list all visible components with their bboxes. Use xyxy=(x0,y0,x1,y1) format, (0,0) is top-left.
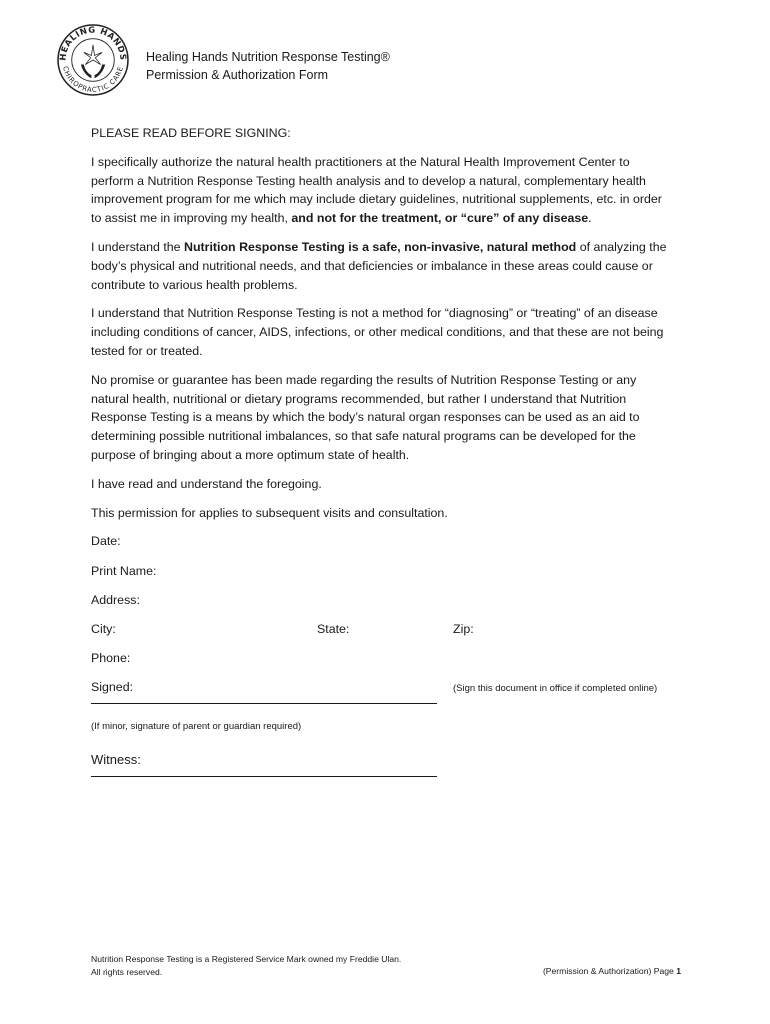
logo-arc-top: HEALING HANDS xyxy=(57,24,129,62)
state-field[interactable]: State: xyxy=(317,621,350,636)
footer-trademark xyxy=(91,953,401,979)
p2-bold: Nutrition Response Testing is a safe, non-invasive, natural method xyxy=(184,239,577,254)
p1-bold: and not for the treatment, or “cure” of any disease xyxy=(291,211,589,226)
witness-label: Witness: xyxy=(91,751,141,767)
signed-label: Signed: xyxy=(91,680,134,695)
paragraph-authorization xyxy=(91,153,673,228)
intro-heading: PLEASE READ BEFORE SIGNING: xyxy=(91,126,291,140)
p1-end: . xyxy=(588,211,592,226)
svg-text:CHIROPRACTIC CARE xyxy=(61,65,125,94)
p2-start: I understand the xyxy=(91,239,181,254)
witness-signature-line[interactable] xyxy=(91,770,437,777)
healing-hands-logo xyxy=(55,22,131,98)
logo-arc-bottom: CHIROPRACTIC CARE xyxy=(61,65,125,95)
form-subtitle: Permission & Authorization Form xyxy=(146,68,329,82)
paragraph-permission: This permission for applies to subsequent visits and consultation. xyxy=(91,505,448,520)
print-name-field[interactable]: Print Name: xyxy=(91,563,157,578)
phone-field[interactable]: Phone: xyxy=(91,651,131,666)
p1-text: I specifically authorize the natural health practitioners at the Natural Health Improvement Center to perform a Nutrition Response Testing health analysis and to develop a natural, complementary health improvement program for me which may include dietary guidelines, nutritional supplements, etc. in order to assist me in improving my health, xyxy=(91,154,662,226)
paragraph-not-diagnosis: I understand that Nutrition Response Testing is not a method for “diagnosing” or “treating” of an disease including conditions of cancer, AIDS, infections, or other medical conditions, and that these are not being tested for or treated. xyxy=(91,306,664,358)
form-title: Healing Hands Nutrition Response Testing® xyxy=(146,50,390,64)
minor-note: (If minor, signature of parent or guardian required) xyxy=(91,721,302,733)
form-header xyxy=(146,48,390,84)
paragraph-read: I have read and understand the foregoing. xyxy=(91,476,322,491)
p2-end: of analyzing the body’s physical and nutritional needs, and that deficiencies or imbalance in these areas could cause or contribute to various health problems. xyxy=(91,239,667,292)
date-field[interactable]: Date: xyxy=(91,534,121,549)
form-body xyxy=(91,124,673,791)
city-field[interactable]: City: xyxy=(91,621,116,636)
page-number: 1 xyxy=(676,966,681,976)
hands-star-icon xyxy=(55,22,131,98)
signed-row xyxy=(91,678,673,697)
paragraph-understand xyxy=(91,238,673,294)
signature-line[interactable] xyxy=(91,697,437,704)
footer-page-text: (Permission & Authorization) Page xyxy=(542,966,674,976)
footer-line-2: All rights reserved. xyxy=(91,967,163,977)
city-state-zip-row xyxy=(91,620,673,639)
signed-note: (Sign this document in office if completed online) xyxy=(453,683,658,695)
address-field[interactable]: Address: xyxy=(91,592,140,607)
footer-line-1: Nutrition Response Testing is a Registered Service Mark owned my Freddie Ulan. xyxy=(91,954,402,964)
paragraph-no-guarantee: No promise or guarantee has been made regarding the results of Nutrition Response Testing or any natural health, nutritional or dietary programs recommended, but rather I understand that Nutrition Response Testing is a means by which the body’s natural organ responses can be used as an aid to determining possible nutritional imbalances, so that safe natural programs can be developed for the purpose of bringing about a more optimum state of health. xyxy=(91,372,640,462)
zip-field[interactable]: Zip: xyxy=(453,621,474,636)
footer-page-label xyxy=(543,966,681,976)
